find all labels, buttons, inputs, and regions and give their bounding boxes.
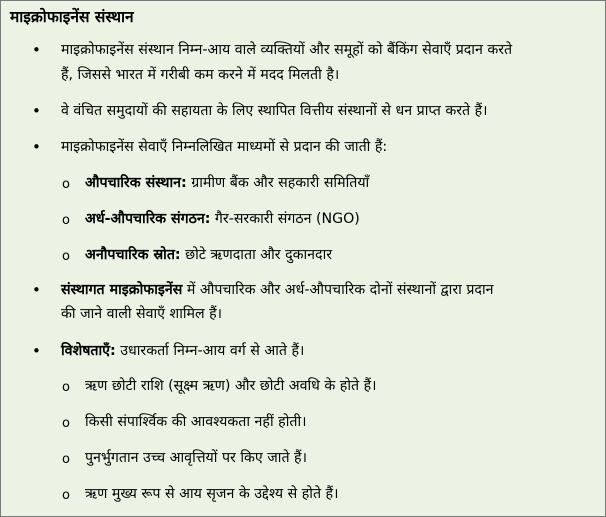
sub-bullet-marker: o xyxy=(62,416,70,431)
bullet-item-1-line-1: माइक्रोफाइनेंस संस्थान निम्न-आय वाले व्यक्तियों और समूहों को बैंकिंग सेवाएँ प्रदान करते xyxy=(61,42,513,58)
sub-bullet-marker: o xyxy=(62,213,70,228)
bullet-item-5 xyxy=(61,339,596,363)
bullet-marker: • xyxy=(32,342,41,360)
box-title: माइक्रोफाइनेंस संस्थान xyxy=(10,8,134,26)
bullet-item-bold: विशेषताएँ: xyxy=(61,343,116,359)
channel-item-text: छोटे ऋणदाता और दुकानदार xyxy=(180,247,333,263)
feature-item: किसी संपार्श्विक की आवश्यकता नहीं होती। xyxy=(85,414,307,430)
bullet-marker: • xyxy=(32,41,41,59)
sub-bullet-marker: o xyxy=(62,177,70,192)
sub-bullet-marker: o xyxy=(62,249,70,264)
channel-item-formal xyxy=(85,171,595,195)
bullet-marker: • xyxy=(32,138,41,156)
channel-item-text: गैर-सरकारी संगठन (NGO) xyxy=(210,211,360,227)
bullet-item-text: में औपचारिक और अर्ध-औपचारिक दोनों संस्थानों द्वारा प्रदान xyxy=(182,282,494,298)
bullet-item-bold: संस्थागत माइक्रोफाइनेंस xyxy=(61,282,183,298)
feature-item: ऋण मुख्य रूप से आय सृजन के उद्देश्य से होते हैं। xyxy=(85,486,339,502)
bullet-marker: • xyxy=(32,281,41,299)
channel-item-label: अनौपचारिक स्रोत: xyxy=(85,247,181,263)
bullet-marker: • xyxy=(32,102,41,120)
sub-bullet-marker: o xyxy=(62,380,70,395)
channel-item-text: ग्रामीण बैंक और सहकारी समितियाँ xyxy=(186,175,370,191)
bullet-item-4-line-2: की जाने वाली सेवाएँ शामिल हैं। xyxy=(61,306,223,322)
sub-bullet-marker: o xyxy=(62,452,70,467)
channel-item-label: अर्ध-औपचारिक संगठन: xyxy=(85,211,211,227)
channel-item-informal xyxy=(85,243,595,267)
sub-bullet-marker: o xyxy=(62,488,70,503)
bullet-item-1-line-2: हैं, जिससे भारत में गरीबी कम करने में मदद मिलती है। xyxy=(61,67,340,83)
channel-item-label: औपचारिक संस्थान: xyxy=(85,175,187,191)
bullet-item-2: वे वंचित समुदायों की सहायता के लिए स्थापित वित्तीय संस्थानों से धन प्राप्त करते हैं। xyxy=(61,103,488,119)
feature-item: ऋण छोटी राशि (सूक्ष्म ऋण) और छोटी अवधि के होते हैं। xyxy=(85,378,377,394)
bullet-item-3: माइक्रोफाइनेंस सेवाएँ निम्नलिखित माध्यमों से प्रदान की जाती हैं: xyxy=(61,139,388,155)
channel-item-semi-formal xyxy=(85,207,595,231)
bullet-item-text: उधारकर्ता निम्न-आय वर्ग से आते हैं। xyxy=(115,343,305,359)
bullet-item-4-line-1 xyxy=(61,278,596,302)
feature-item: पुनर्भुगतान उच्च आवृत्तियों पर किए जाते हैं। xyxy=(85,450,307,466)
